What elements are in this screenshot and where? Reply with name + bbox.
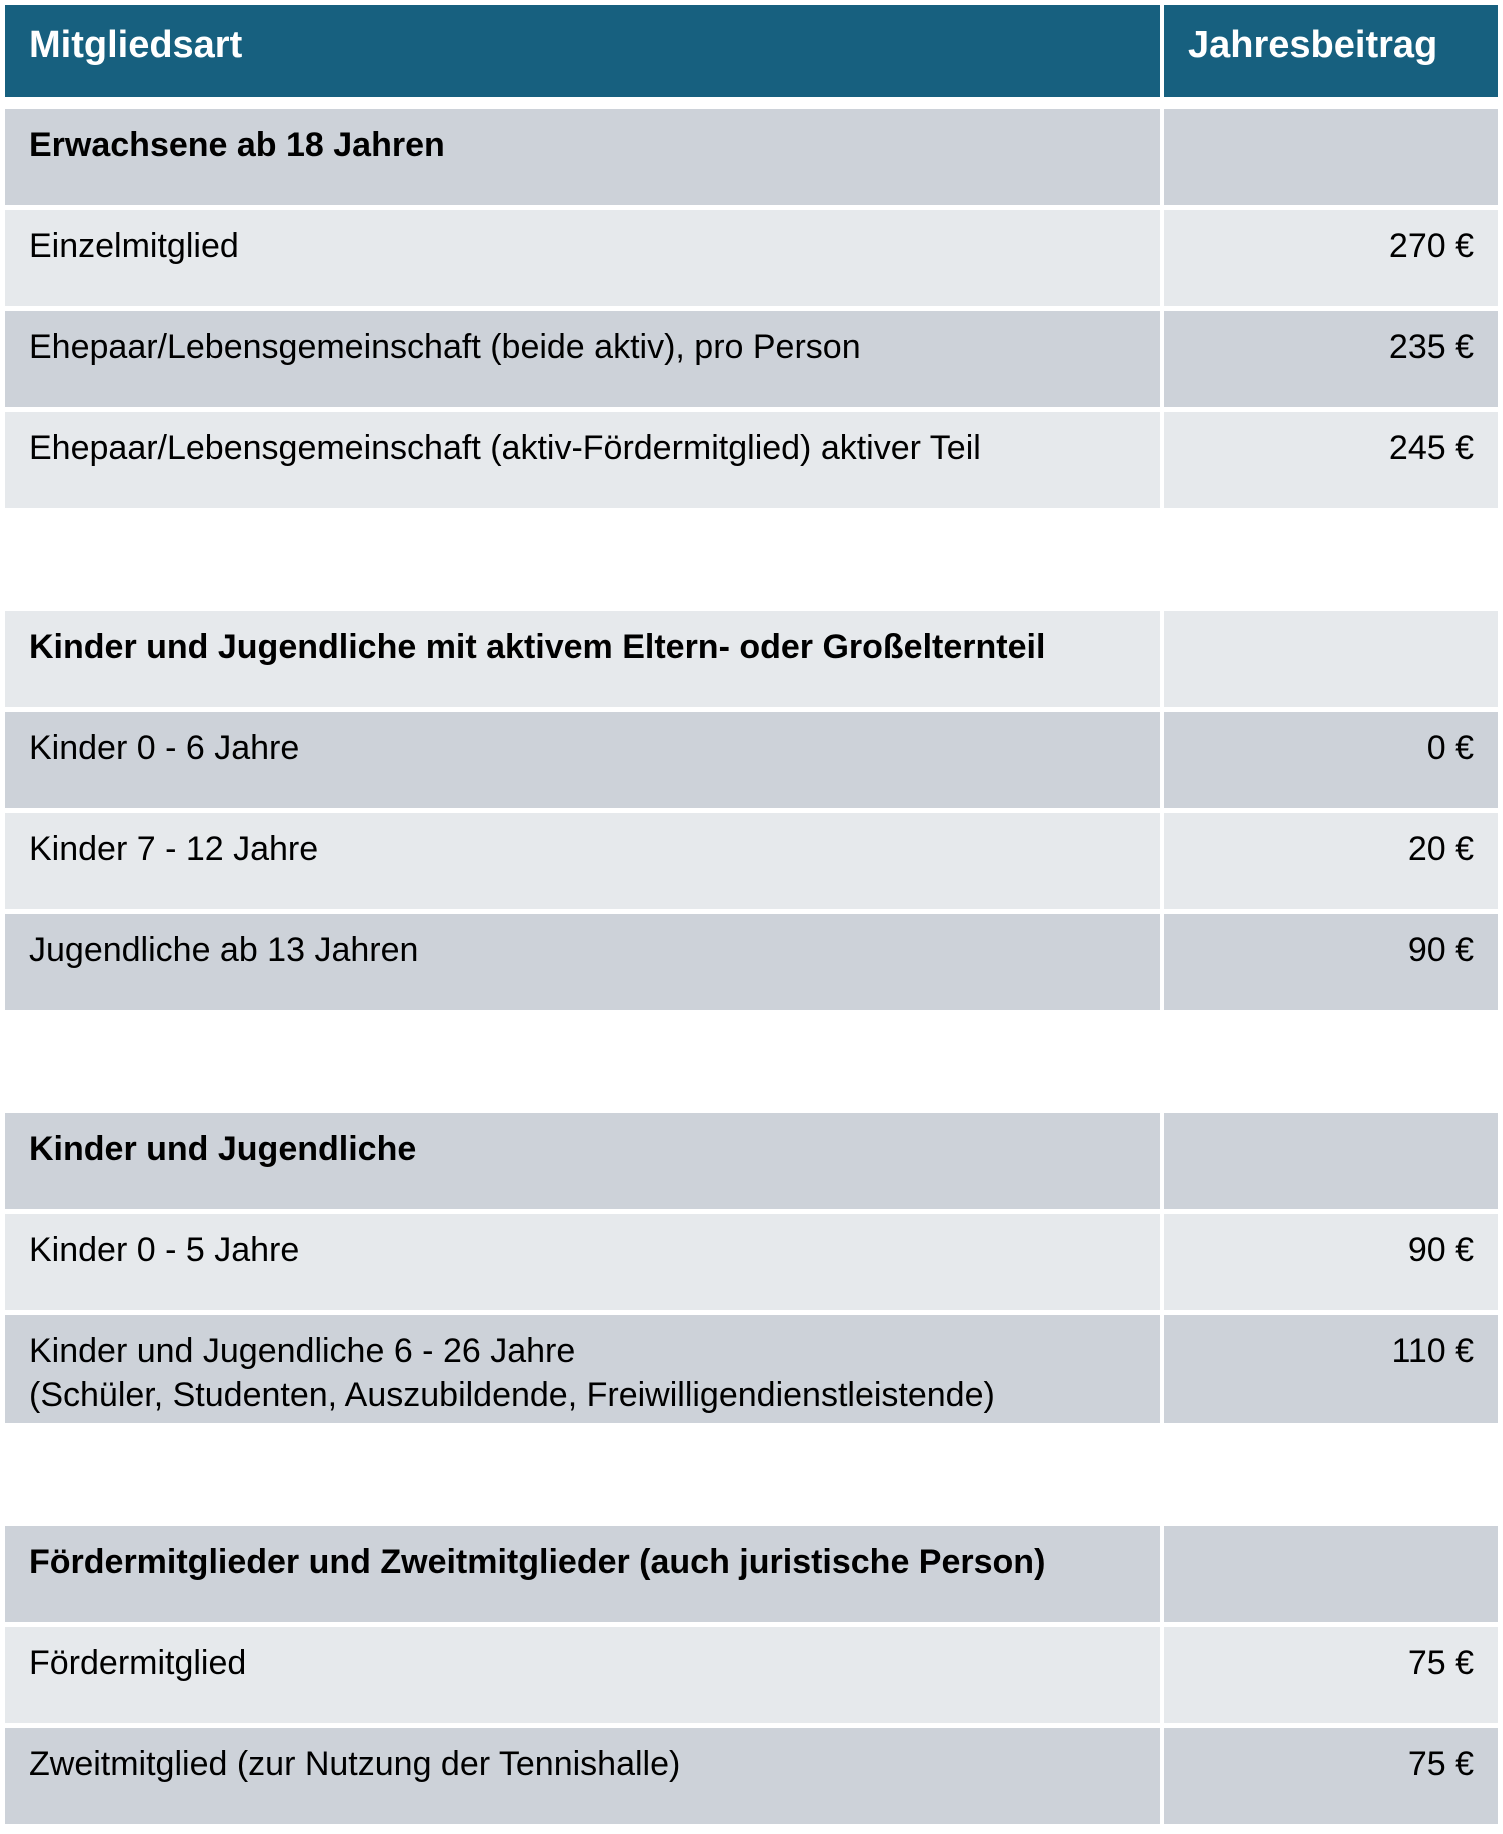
row-label: Jugendliche ab 13 Jahren [5,914,1160,1010]
row-label-line1: Kinder und Jugendliche 6 - 26 Jahre [29,1332,576,1370]
section-title: Fördermitglieder und Zweitmitglieder (auch juristische Person) [5,1526,1160,1622]
row-label: Einzelmitglied [5,210,1160,306]
row-label: Zweitmitglied (zur Nutzung der Tennishalle) [5,1728,1160,1824]
table-row [5,914,1498,1010]
row-label: Fördermitglied [5,1627,1160,1723]
table-row [5,412,1498,508]
row-label: Ehepaar/Lebensgemeinschaft (aktiv-Fördermitglied) aktiver Teil [5,412,1160,508]
table-row [5,1315,1498,1423]
row-label-line2: (Schüler, Studenten, Auszubildende, Freiwilligendienstleistende) [29,1376,995,1414]
row-fee: 245 € [1164,412,1498,508]
row-fee: 90 € [1164,1214,1498,1310]
row-fee: 270 € [1164,210,1498,306]
header-membership-type: Mitgliedsart [5,5,1160,97]
row-fee: 75 € [1164,1728,1498,1824]
table-row [5,1627,1498,1723]
table-row [5,813,1498,909]
section-title: Kinder und Jugendliche mit aktivem Eltern- oder Großelternteil [5,611,1160,707]
row-fee: 75 € [1164,1627,1498,1723]
section-heading-family-children [5,611,1498,707]
row-fee: 20 € [1164,813,1498,909]
section-heading-children-youth [5,1113,1498,1209]
row-label: Kinder 0 - 5 Jahre [5,1214,1160,1310]
row-fee: 110 € [1164,1315,1498,1423]
row-fee: 235 € [1164,311,1498,407]
section-heading-adults [5,109,1498,205]
table-row [5,712,1498,808]
membership-fee-table [5,5,1498,1824]
header-annual-fee: Jahresbeitrag [1164,5,1498,97]
section-title: Erwachsene ab 18 Jahren [5,109,1160,205]
table-row [5,1728,1498,1824]
row-label: Kinder 0 - 6 Jahre [5,712,1160,808]
row-label: Kinder 7 - 12 Jahre [5,813,1160,909]
table-row [5,311,1498,407]
table-row [5,210,1498,306]
row-label: Ehepaar/Lebensgemeinschaft (beide aktiv), pro Person [5,311,1160,407]
row-fee: 90 € [1164,914,1498,1010]
section-title: Kinder und Jugendliche [5,1113,1160,1209]
row-label [5,1315,1160,1423]
row-fee: 0 € [1164,712,1498,808]
section-heading-supporting-members [5,1526,1498,1622]
table-header [5,5,1498,97]
table-row [5,1214,1498,1310]
